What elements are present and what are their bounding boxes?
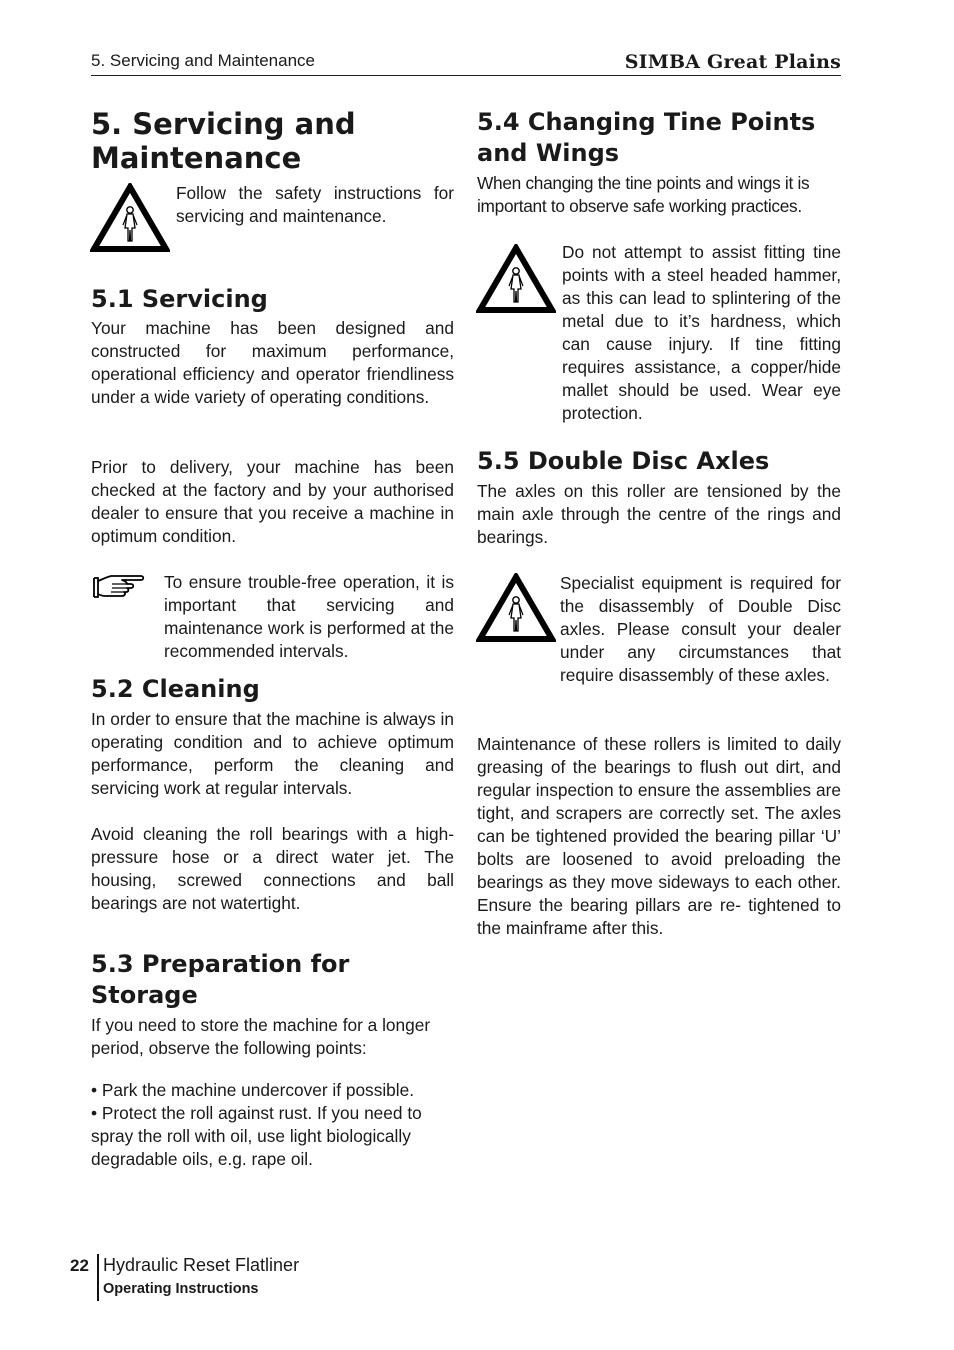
heading-tines-line1: 5.4 Changing Tine Points (477, 108, 816, 136)
running-header-section: 5. Servicing and Maintenance (91, 51, 315, 70)
brand-logo-text: SIMBA Great Plains (624, 51, 841, 73)
heading-axles: 5.5 Double Disc Axles (477, 447, 770, 475)
header-divider (91, 75, 841, 76)
servicing-para2: Prior to delivery, your machine has been checked at the factory and by your authorised dealer to ensure that you receive a machine in optimum condition. (91, 457, 454, 546)
pointing-hand-icon (91, 572, 145, 600)
axles-para1: The axles on this roller are tensioned by the main axle through the centre of the rings and bearings. (477, 481, 841, 547)
heading-cleaning: 5.2 Cleaning (91, 675, 260, 703)
servicing-note-text: To ensure trouble-free operation, it is important that servicing and maintenance work is performed at the recommended intervals. (164, 572, 454, 661)
storage-bullet2: • Protect the roll against rust. If you need to spray the roll with oil, use light biologically degradable oils, e.g. rape oil. (91, 1103, 422, 1169)
main-title (91, 107, 454, 175)
axles-para2: Maintenance of these rollers is limited to daily greasing of the bearings to flush out dirt, and regular inspection to ensure the assemblies are tight, and scrapers are correctly set. The axles can be tightened provided the bearing pillar ‘U’ bolts are loosened to avoid preloading the bearings as they move sideways to each other. Ensure the bearing pillars are re- tightened to the mainframe after this. (477, 734, 841, 938)
cleaning-para2: Avoid cleaning the roll bearings with a high- pressure hose or a direct water jet. The housing, screwed connections and ball bearings are not watertight. (91, 824, 454, 913)
footer-divider (97, 1254, 99, 1301)
heading-storage (91, 949, 454, 1011)
intro-warning-text: Follow the safety instructions for servicing and maintenance. (176, 183, 454, 226)
main-title-line1: 5. Servicing and (91, 107, 356, 141)
heading-storage-line1: 5.3 Preparation for (91, 950, 350, 978)
warning-triangle-icon (90, 183, 170, 253)
footer-title: Hydraulic Reset Flatliner (103, 1255, 300, 1275)
warning-triangle-icon (476, 573, 556, 643)
page-number: 22 (70, 1256, 89, 1275)
cleaning-para1: In order to ensure that the machine is always in operating condition and to achieve optimum performance, perform the cleaning and servicing work at regular intervals. (91, 709, 454, 798)
main-title-line2: Maintenance (91, 141, 302, 175)
heading-tines-line2: and Wings (477, 139, 620, 167)
heading-storage-line2: Storage (91, 981, 198, 1009)
footer-subtitle: Operating Instructions (103, 1281, 259, 1297)
storage-bullet1: • Park the machine undercover if possible. (91, 1080, 415, 1100)
servicing-para1: Your machine has been designed and constructed for maximum performance, operational efficiency and operator friendliness under a wide variety of operating conditions. (91, 318, 454, 407)
warning-triangle-icon (476, 244, 556, 314)
heading-servicing: 5.1 Servicing (91, 285, 268, 313)
tines-warning-text: Do not attempt to assist fitting tine points with a steel headed hammer, as this can lead to splintering of the metal due to it’s hardness, which can cause injury. If tine fitting requires assistance, a copper/hide mallet should be used. Wear eye protection. (562, 242, 841, 423)
tines-para1: When changing the tine points and wings it is important to observe safe working practices. (477, 173, 810, 216)
axles-warning-text: Specialist equipment is required for the disassembly of Double Disc axles. Please consult your dealer under any circumstances that require disassembly of these axles. (560, 573, 841, 685)
storage-para1: If you need to store the machine for a longer period, observe the following points: (91, 1015, 431, 1058)
heading-tines (477, 107, 841, 169)
